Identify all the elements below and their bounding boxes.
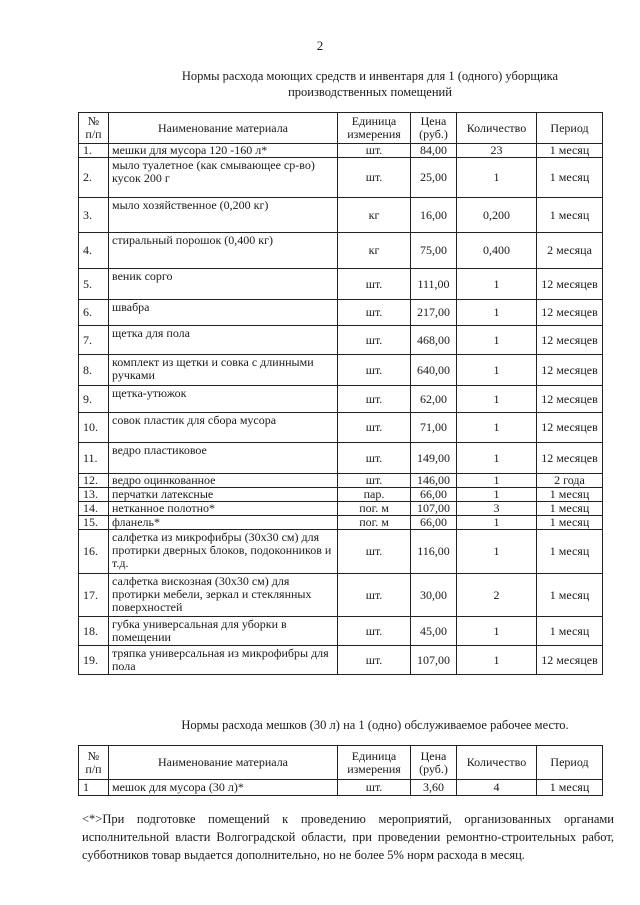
cell-qty: 1	[457, 158, 537, 198]
cell-price: 116,00	[411, 530, 457, 574]
cell-num: 10.	[79, 413, 109, 443]
cell-qty: 3	[457, 502, 537, 516]
cell-qty: 1	[457, 617, 537, 646]
table-row	[79, 443, 603, 474]
cell-num: 1	[79, 780, 109, 796]
header-price: Цена (руб.)	[411, 746, 457, 780]
cell-price: 75,00	[411, 233, 457, 269]
cell-name: перчатки латексные	[109, 488, 338, 502]
cell-price: 3,60	[411, 780, 457, 796]
cell-unit: шт.	[338, 780, 411, 796]
cell-price: 146,00	[411, 474, 457, 488]
cell-num: 5.	[79, 269, 109, 300]
cell-period: 12 месяцев	[537, 300, 603, 326]
cell-qty: 1	[457, 269, 537, 300]
table-row	[79, 413, 603, 443]
cell-qty: 1	[457, 300, 537, 326]
cell-num: 1.	[79, 144, 109, 158]
cell-unit: пог. м	[338, 502, 411, 516]
cell-num: 19.	[79, 646, 109, 675]
cell-name: салфетка из микрофибры (30х30 см) для протирки дверных блоков, подоконников и т.д.	[109, 530, 338, 574]
cell-unit: шт.	[338, 158, 411, 198]
cell-name: тряпка универсальная из микрофибры для пола	[109, 646, 338, 675]
cell-unit: шт.	[338, 617, 411, 646]
cell-name: щетка для пола	[109, 326, 338, 355]
cell-price: 111,00	[411, 269, 457, 300]
cell-price: 16,00	[411, 198, 457, 233]
cell-qty: 1	[457, 488, 537, 502]
table-row	[79, 474, 603, 488]
cell-name: щетка-утюжок	[109, 386, 338, 413]
header-qty: Количество	[457, 113, 537, 144]
cell-name: швабра	[109, 300, 338, 326]
cell-num: 6.	[79, 300, 109, 326]
cell-qty: 1	[457, 443, 537, 474]
table-row	[79, 646, 603, 675]
cell-name: фланель*	[109, 516, 338, 530]
cell-period: 1 месяц	[537, 144, 603, 158]
cell-qty: 1	[457, 355, 537, 386]
cell-unit: кг	[338, 233, 411, 269]
cell-period: 2 месяца	[537, 233, 603, 269]
cell-price: 25,00	[411, 158, 457, 198]
cell-num: 2.	[79, 158, 109, 198]
cell-unit: пог. м	[338, 516, 411, 530]
cell-qty: 0,200	[457, 198, 537, 233]
footnote: <*>При подготовке помещений к проведению мероприятий, организованных органами исполнительной власти Волгоградской области, при проведении ремонтно-строительных работ, субботников товар выдается дополнительно, но не более 5% норм расхода в месяц.	[82, 812, 614, 862]
cell-period: 1 месяц	[537, 530, 603, 574]
header-num: № п/п	[79, 113, 109, 144]
cell-unit: шт.	[338, 530, 411, 574]
cell-qty: 0,400	[457, 233, 537, 269]
materials-norms-table	[78, 112, 603, 675]
cell-name: салфетка вискозная (30х30 см) для протирки мебели, зеркал и стеклянных поверхностей	[109, 574, 338, 617]
header-num: № п/п	[79, 746, 109, 780]
cell-price: 640,00	[411, 355, 457, 386]
cell-qty: 1	[457, 516, 537, 530]
cell-unit: шт.	[338, 443, 411, 474]
cell-price: 468,00	[411, 326, 457, 355]
cell-num: 18.	[79, 617, 109, 646]
cell-price: 217,00	[411, 300, 457, 326]
table-row	[79, 355, 603, 386]
cell-num: 11.	[79, 443, 109, 474]
cell-qty: 2	[457, 574, 537, 617]
cell-unit: кг	[338, 198, 411, 233]
cell-num: 14.	[79, 502, 109, 516]
header-unit: Единица измерения	[338, 746, 411, 780]
cell-unit: шт.	[338, 300, 411, 326]
table-header-row	[79, 746, 603, 780]
document-title: Нормы расхода моющих средств и инвентаря для 1 (одного) уборщика производственных помещений	[181, 69, 559, 99]
cell-unit: шт.	[338, 574, 411, 617]
cell-price: 30,00	[411, 574, 457, 617]
header-price: Цена (руб.)	[411, 113, 457, 144]
table-row	[79, 516, 603, 530]
cell-num: 15.	[79, 516, 109, 530]
cell-period: 12 месяцев	[537, 355, 603, 386]
bags-norms-table	[78, 745, 603, 796]
cell-price: 66,00	[411, 488, 457, 502]
cell-price: 45,00	[411, 617, 457, 646]
table-row	[79, 326, 603, 355]
cell-price: 62,00	[411, 386, 457, 413]
cell-num: 3.	[79, 198, 109, 233]
cell-name: мыло хозяйственное (0,200 кг)	[109, 198, 338, 233]
cell-qty: 4	[457, 780, 537, 796]
cell-qty: 1	[457, 386, 537, 413]
cell-period: 2 года	[537, 474, 603, 488]
cell-price: 71,00	[411, 413, 457, 443]
table-row	[79, 198, 603, 233]
cell-period: 12 месяцев	[537, 386, 603, 413]
cell-period: 12 месяцев	[537, 413, 603, 443]
cell-price: 149,00	[411, 443, 457, 474]
cell-qty: 1	[457, 326, 537, 355]
table-header-row	[79, 113, 603, 144]
table-row	[79, 144, 603, 158]
cell-name: ведро пластиковое	[109, 443, 338, 474]
cell-period: 12 месяцев	[537, 646, 603, 675]
cell-num: 12.	[79, 474, 109, 488]
header-name: Наименование материала	[109, 113, 338, 144]
cell-name: стиральный порошок (0,400 кг)	[109, 233, 338, 269]
cell-period: 1 месяц	[537, 502, 603, 516]
cell-period: 1 месяц	[537, 488, 603, 502]
cell-name: губка универсальная для уборки в помещении	[109, 617, 338, 646]
cell-period: 1 месяц	[537, 516, 603, 530]
table-row	[79, 386, 603, 413]
cell-qty: 1	[457, 413, 537, 443]
header-qty: Количество	[457, 746, 537, 780]
cell-price: 107,00	[411, 502, 457, 516]
table-row	[79, 269, 603, 300]
header-period: Период	[537, 113, 603, 144]
cell-qty: 1	[457, 474, 537, 488]
cell-period: 12 месяцев	[537, 269, 603, 300]
cell-unit: шт.	[338, 144, 411, 158]
cell-unit: шт.	[338, 413, 411, 443]
table-row	[79, 502, 603, 516]
cell-period: 1 месяц	[537, 574, 603, 617]
cell-name: нетканное полотно*	[109, 502, 338, 516]
cell-unit: шт.	[338, 386, 411, 413]
cell-qty: 23	[457, 144, 537, 158]
table-row	[79, 780, 603, 796]
cell-num: 8.	[79, 355, 109, 386]
cell-num: 9.	[79, 386, 109, 413]
table-row	[79, 574, 603, 617]
cell-num: 7.	[79, 326, 109, 355]
cell-num: 13.	[79, 488, 109, 502]
cell-unit: пар.	[338, 488, 411, 502]
cell-num: 4.	[79, 233, 109, 269]
header-period: Период	[537, 746, 603, 780]
cell-period: 1 месяц	[537, 158, 603, 198]
cell-num: 16.	[79, 530, 109, 574]
cell-period: 1 месяц	[537, 780, 603, 796]
cell-qty: 1	[457, 646, 537, 675]
cell-unit: шт.	[338, 326, 411, 355]
table-row	[79, 530, 603, 574]
table-row	[79, 300, 603, 326]
cell-name: мешок для мусора (30 л)*	[109, 780, 338, 796]
cell-name: комплект из щетки и совка с длинными ручками	[109, 355, 338, 386]
cell-unit: шт.	[338, 646, 411, 675]
bags-norms-subtitle: Нормы расхода мешков (30 л) на 1 (одно) обслуживаемое рабочее место.	[181, 718, 569, 732]
table-row	[79, 158, 603, 198]
table-row	[79, 233, 603, 269]
cell-period: 1 месяц	[537, 198, 603, 233]
header-name: Наименование материала	[109, 746, 338, 780]
cell-period: 12 месяцев	[537, 326, 603, 355]
cell-unit: шт.	[338, 269, 411, 300]
cell-name: мыло туалетное (как смывающее ср-во) кусок 200 г	[109, 158, 338, 198]
cell-name: ведро оцинкованное	[109, 474, 338, 488]
cell-qty: 1	[457, 530, 537, 574]
cell-period: 1 месяц	[537, 617, 603, 646]
header-unit: Единица измерения	[338, 113, 411, 144]
cell-unit: шт.	[338, 474, 411, 488]
cell-price: 84,00	[411, 144, 457, 158]
table-row	[79, 488, 603, 502]
cell-name: мешки для мусора 120 -160 л*	[109, 144, 338, 158]
cell-price: 66,00	[411, 516, 457, 530]
cell-name: совок пластик для сбора мусора	[109, 413, 338, 443]
cell-name: веник сорго	[109, 269, 338, 300]
cell-period: 12 месяцев	[537, 443, 603, 474]
page-number: 2	[316, 38, 324, 53]
cell-unit: шт.	[338, 355, 411, 386]
cell-num: 17.	[79, 574, 109, 617]
table-row	[79, 617, 603, 646]
cell-price: 107,00	[411, 646, 457, 675]
